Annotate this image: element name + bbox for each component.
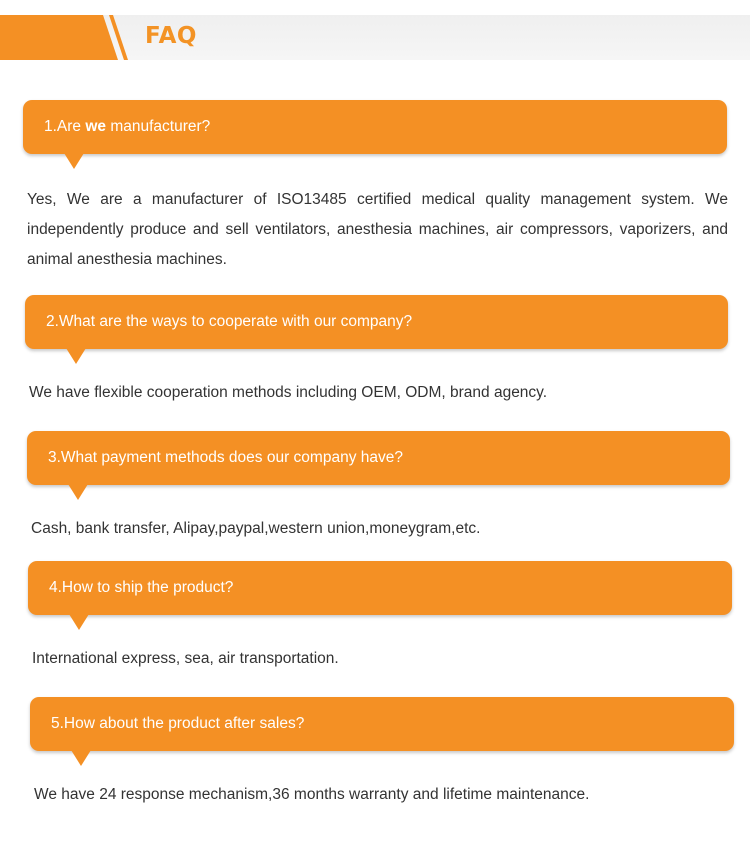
faq-question-1 bbox=[23, 100, 727, 154]
question-2-text: 2.What are the ways to cooperate with our company? bbox=[46, 313, 413, 330]
faq-question-2 bbox=[25, 295, 728, 349]
question-4-text: 4.How to ship the product? bbox=[49, 579, 234, 596]
faq-question-5 bbox=[30, 697, 734, 751]
faq-question-4 bbox=[28, 561, 732, 615]
faq-question-3 bbox=[27, 431, 730, 485]
question-5-text: 5.How about the product after sales? bbox=[51, 715, 305, 732]
faq-header bbox=[0, 15, 750, 60]
faq-answer-5: We have 24 response mechanism,36 months warranty and lifetime maintenance. bbox=[34, 786, 590, 803]
faq-answer-1: Yes, We are a manufacturer of ISO13485 certified medical quality management system. We independently produce and sell ventilators, anesthesia machines, air compressors, vaporizers, and animal anesthesia machines. bbox=[27, 191, 728, 268]
question-3-text: 3.What payment methods does our company have? bbox=[48, 449, 403, 466]
header-accent-stripe bbox=[0, 15, 750, 60]
question-1-suffix: manufacturer? bbox=[106, 118, 211, 135]
question-1-bold: we bbox=[85, 118, 107, 135]
faq-answer-2: We have flexible cooperation methods including OEM, ODM, brand agency. bbox=[29, 384, 548, 401]
page-title: FAQ bbox=[145, 23, 197, 49]
faq-answer-4: International express, sea, air transportation. bbox=[32, 650, 339, 667]
question-1-prefix: 1.Are bbox=[44, 118, 86, 135]
faq-answer-3: Cash, bank transfer, Alipay,paypal,western union,moneygram,etc. bbox=[31, 520, 481, 537]
